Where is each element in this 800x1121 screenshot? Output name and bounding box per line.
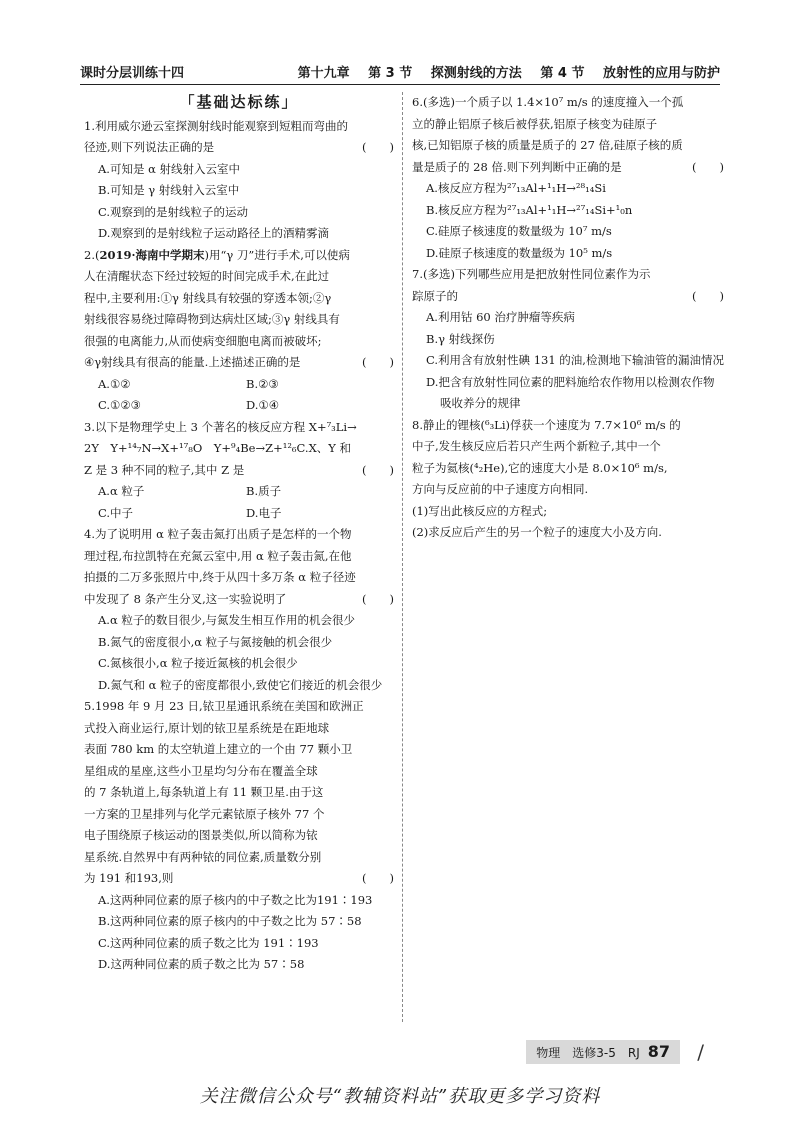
question-line: 2.(2019·海南中学期末)用“γ 刀”进行手术,可以使病 bbox=[84, 247, 350, 262]
option-row bbox=[84, 395, 394, 417]
option-a: A.α 粒子 bbox=[98, 484, 145, 498]
chapter-info bbox=[284, 62, 720, 81]
footer-bar bbox=[526, 1040, 680, 1064]
question-line: Z 是 3 种不同的粒子,其中 Z 是 ( ) bbox=[84, 460, 394, 482]
question-1 bbox=[84, 116, 394, 245]
question-3 bbox=[84, 417, 394, 525]
question-line: 8.静止的锂核(⁶₃Li)俘获一个速度为 7.7×10⁶ m/s 的 bbox=[412, 417, 681, 432]
question-line: 4.为了说明用 α 粒子轰击氮打出质子是怎样的一个物 bbox=[84, 527, 352, 541]
question-line: 核,已知铝原子核的质量是质子的 27 倍,硅原子核的质 bbox=[412, 138, 683, 152]
question-line: 星系统.自然界中有两种铱的同位素,质量数分别 bbox=[84, 849, 322, 864]
question-line: 一方案的卫星排列与化学元素铱原子核外 77 个 bbox=[84, 806, 325, 821]
question-line: 3.以下是物理学史上 3 个著名的核反应方程 X+⁷₃Li→ bbox=[84, 419, 357, 434]
lesson-title: 课时分层训练十四 bbox=[80, 66, 185, 81]
option-b: B.γ 射线探伤 bbox=[426, 331, 495, 346]
question-line: 径迹,则下列说法正确的是 ( ) bbox=[84, 137, 394, 159]
section4-title: 放射性的应用与防护 bbox=[602, 66, 720, 81]
option-a: A.这两种同位素的原子核内的中子数之比为191∶193 bbox=[98, 892, 373, 907]
option-b: B.这两种同位素的原子核内的中子数之比为 57∶58 bbox=[98, 914, 362, 928]
section3-title: 探测射线的方法 bbox=[430, 66, 522, 81]
page-header bbox=[80, 62, 720, 82]
option-c: C.硅原子核速度的数量级为 10⁷ m/s bbox=[426, 224, 612, 238]
question-line: 式投入商业运行,原计划的铱卫星系统是在距地球 bbox=[84, 720, 330, 735]
subquestion-1: (1)写出此核反应的方程式; bbox=[412, 503, 548, 518]
section4-label: 第 4 节 bbox=[540, 66, 585, 81]
question-line: 量是质子的 28 倍.则下列判断中正确的是 ( ) bbox=[412, 157, 724, 179]
question-line: 方向与反应前的中子速度方向相同. bbox=[412, 482, 589, 496]
question-line: 拍摄的二万多张照片中,终于从四十多万条 α 粒子径迹 bbox=[84, 570, 356, 584]
option-c: C.中子 bbox=[98, 505, 134, 520]
option-d: D.把含有放射性同位素的肥料施给农作物用以检测农作物吸收养分的规律 bbox=[426, 374, 715, 410]
question-line: 表面 780 km 的太空轨道上建立的一个由 77 颗小卫 bbox=[84, 742, 353, 756]
answer-blank: ( ) bbox=[692, 288, 724, 303]
subquestion-2: (2)求反应后产生的另一个粒子的速度大小及方向. bbox=[412, 525, 662, 539]
option-b: B.氮气的密度很小,α 粒子与氮接触的机会很少 bbox=[98, 634, 333, 649]
question-line: 星组成的星座,这些小卫星均匀分布在覆盖全球 bbox=[84, 763, 318, 778]
option-c: C.①②③ bbox=[98, 398, 141, 412]
subject-label: 物理 选修3-5 RJ bbox=[536, 1046, 640, 1060]
left-column bbox=[84, 92, 394, 976]
question-source: 2019·海南中学期末 bbox=[99, 247, 205, 262]
answer-blank: ( ) bbox=[692, 159, 724, 174]
option-a: A.α 粒子的数目很少,与氮发生相互作用的机会很少 bbox=[98, 613, 356, 627]
option-a: A.利用钴 60 治疗肿瘤等疾病 bbox=[426, 310, 575, 324]
question-line: 理过程,布拉凯特在充氮云室中,用 α 粒子轰击氮,在他 bbox=[84, 548, 352, 563]
option-b: B.质子 bbox=[246, 484, 282, 498]
footer-slash: / bbox=[697, 1040, 704, 1064]
option-row bbox=[84, 481, 394, 503]
question-line: 的 7 条轨道上,每条轨道上有 11 颗卫星.由于这 bbox=[84, 785, 324, 799]
question-line: ④γ射线具有很高的能量.上述描述正确的是 ( ) bbox=[84, 352, 394, 374]
question-2 bbox=[84, 245, 394, 417]
question-line: 很强的电离能力,从而使病变细胞电离而被破坏; bbox=[84, 333, 322, 348]
question-line: 中发现了 8 条产生分叉,这一实验说明了 ( ) bbox=[84, 589, 394, 611]
question-line: 立的静止铝原子核后被俘获,铝原子核变为硅原子 bbox=[412, 116, 658, 131]
question-line: 2Y Y+¹⁴₇N→X+¹⁷₈O Y+⁹₄Be→Z+¹²₆C.X、Y 和 bbox=[84, 441, 352, 455]
question-line: 中子,发生核反应后若只产生两个新粒子,其中一个 bbox=[412, 439, 661, 453]
question-line: 射线很容易绕过障碍物到达病灶区域;③γ 射线具有 bbox=[84, 312, 340, 326]
page-number: 87 bbox=[647, 1042, 670, 1061]
section3-label: 第 3 节 bbox=[368, 66, 413, 81]
question-line: 7.(多选)下列哪些应用是把放射性同位素作为示 bbox=[412, 267, 651, 281]
option-a: A.①② bbox=[98, 376, 131, 391]
question-line: 6.(多选)一个质子以 1.4×10⁷ m/s 的速度撞入一个孤 bbox=[412, 95, 684, 109]
option-c: C.利用含有放射性碘 131 的油,检测地下输油管的漏油情况 bbox=[426, 353, 724, 367]
option-b: B.核反应方程为²⁷₁₃Al+¹₁H→²⁷₁₄Si+¹₀n bbox=[426, 202, 633, 217]
question-line: 5.1998 年 9 月 23 日,铱卫星通讯系统在美国和欧洲正 bbox=[84, 699, 364, 713]
option-a: A.核反应方程为²⁷₁₃Al+¹₁H→²⁸₁₄Si bbox=[426, 181, 606, 195]
question-line: 踪原子的 ( ) bbox=[412, 286, 724, 308]
right-column bbox=[412, 92, 724, 544]
answer-blank: ( ) bbox=[362, 871, 394, 885]
column-divider bbox=[402, 92, 403, 1022]
watermark-text: 关注微信公众号“教辅资料站”获取更多学习资料 bbox=[199, 1086, 601, 1107]
option-b: B.可知是 γ 射线射入云室中 bbox=[98, 183, 240, 197]
option-d: D.观察到的是射线粒子运动路径上的酒精雾滴 bbox=[98, 226, 329, 240]
answer-blank: ( ) bbox=[362, 140, 394, 154]
option-c: C.氮核很小,α 粒子接近氮核的机会很少 bbox=[98, 656, 298, 670]
option-row bbox=[84, 503, 394, 525]
question-4 bbox=[84, 524, 394, 696]
question-6 bbox=[412, 92, 724, 264]
question-line: 粒子为氦核(⁴₂He),它的速度大小是 8.0×10⁶ m/s, bbox=[412, 460, 668, 475]
option-d: D.这两种同位素的质子数之比为 57∶58 bbox=[98, 957, 305, 971]
answer-blank: ( ) bbox=[362, 462, 394, 477]
option-d: D.电子 bbox=[246, 505, 282, 520]
answer-blank: ( ) bbox=[362, 355, 394, 369]
question-line: 电子围绕原子核运动的图景类似,所以简称为铱 bbox=[84, 828, 318, 842]
question-7 bbox=[412, 264, 724, 415]
option-d: D.氮气和 α 粒子的密度都很小,致使它们接近的机会很少 bbox=[98, 677, 383, 692]
question-line: 人在清醒状态下经过较短的时间完成手术,在此过 bbox=[84, 269, 330, 283]
page-footer bbox=[80, 1040, 720, 1066]
option-c: C.这两种同位素的质子数之比为 191∶193 bbox=[98, 935, 319, 950]
chapter-label: 第十九章 bbox=[297, 66, 350, 81]
option-c: C.观察到的是射线粒子的运动 bbox=[98, 204, 249, 219]
question-5 bbox=[84, 696, 394, 976]
option-row bbox=[84, 374, 394, 396]
header-rule bbox=[80, 84, 720, 85]
section-title: 「基础达标练」 bbox=[179, 93, 299, 111]
option-b: B.②③ bbox=[246, 376, 279, 391]
question-line: 为 191 和193,则 ( ) bbox=[84, 868, 394, 890]
question-8 bbox=[412, 415, 724, 544]
option-d: D.①④ bbox=[246, 398, 280, 412]
question-line: 程中,主要利用:①γ 射线具有较强的穿透本领;②γ bbox=[84, 290, 332, 305]
option-a: A.可知是 α 射线射入云室中 bbox=[98, 161, 241, 176]
option-d: D.硅原子核速度的数量级为 10⁵ m/s bbox=[426, 245, 613, 260]
answer-blank: ( ) bbox=[362, 591, 394, 606]
question-line: 1.利用威尔逊云室探测射线时能观察到短粗而弯曲的 bbox=[84, 118, 348, 133]
